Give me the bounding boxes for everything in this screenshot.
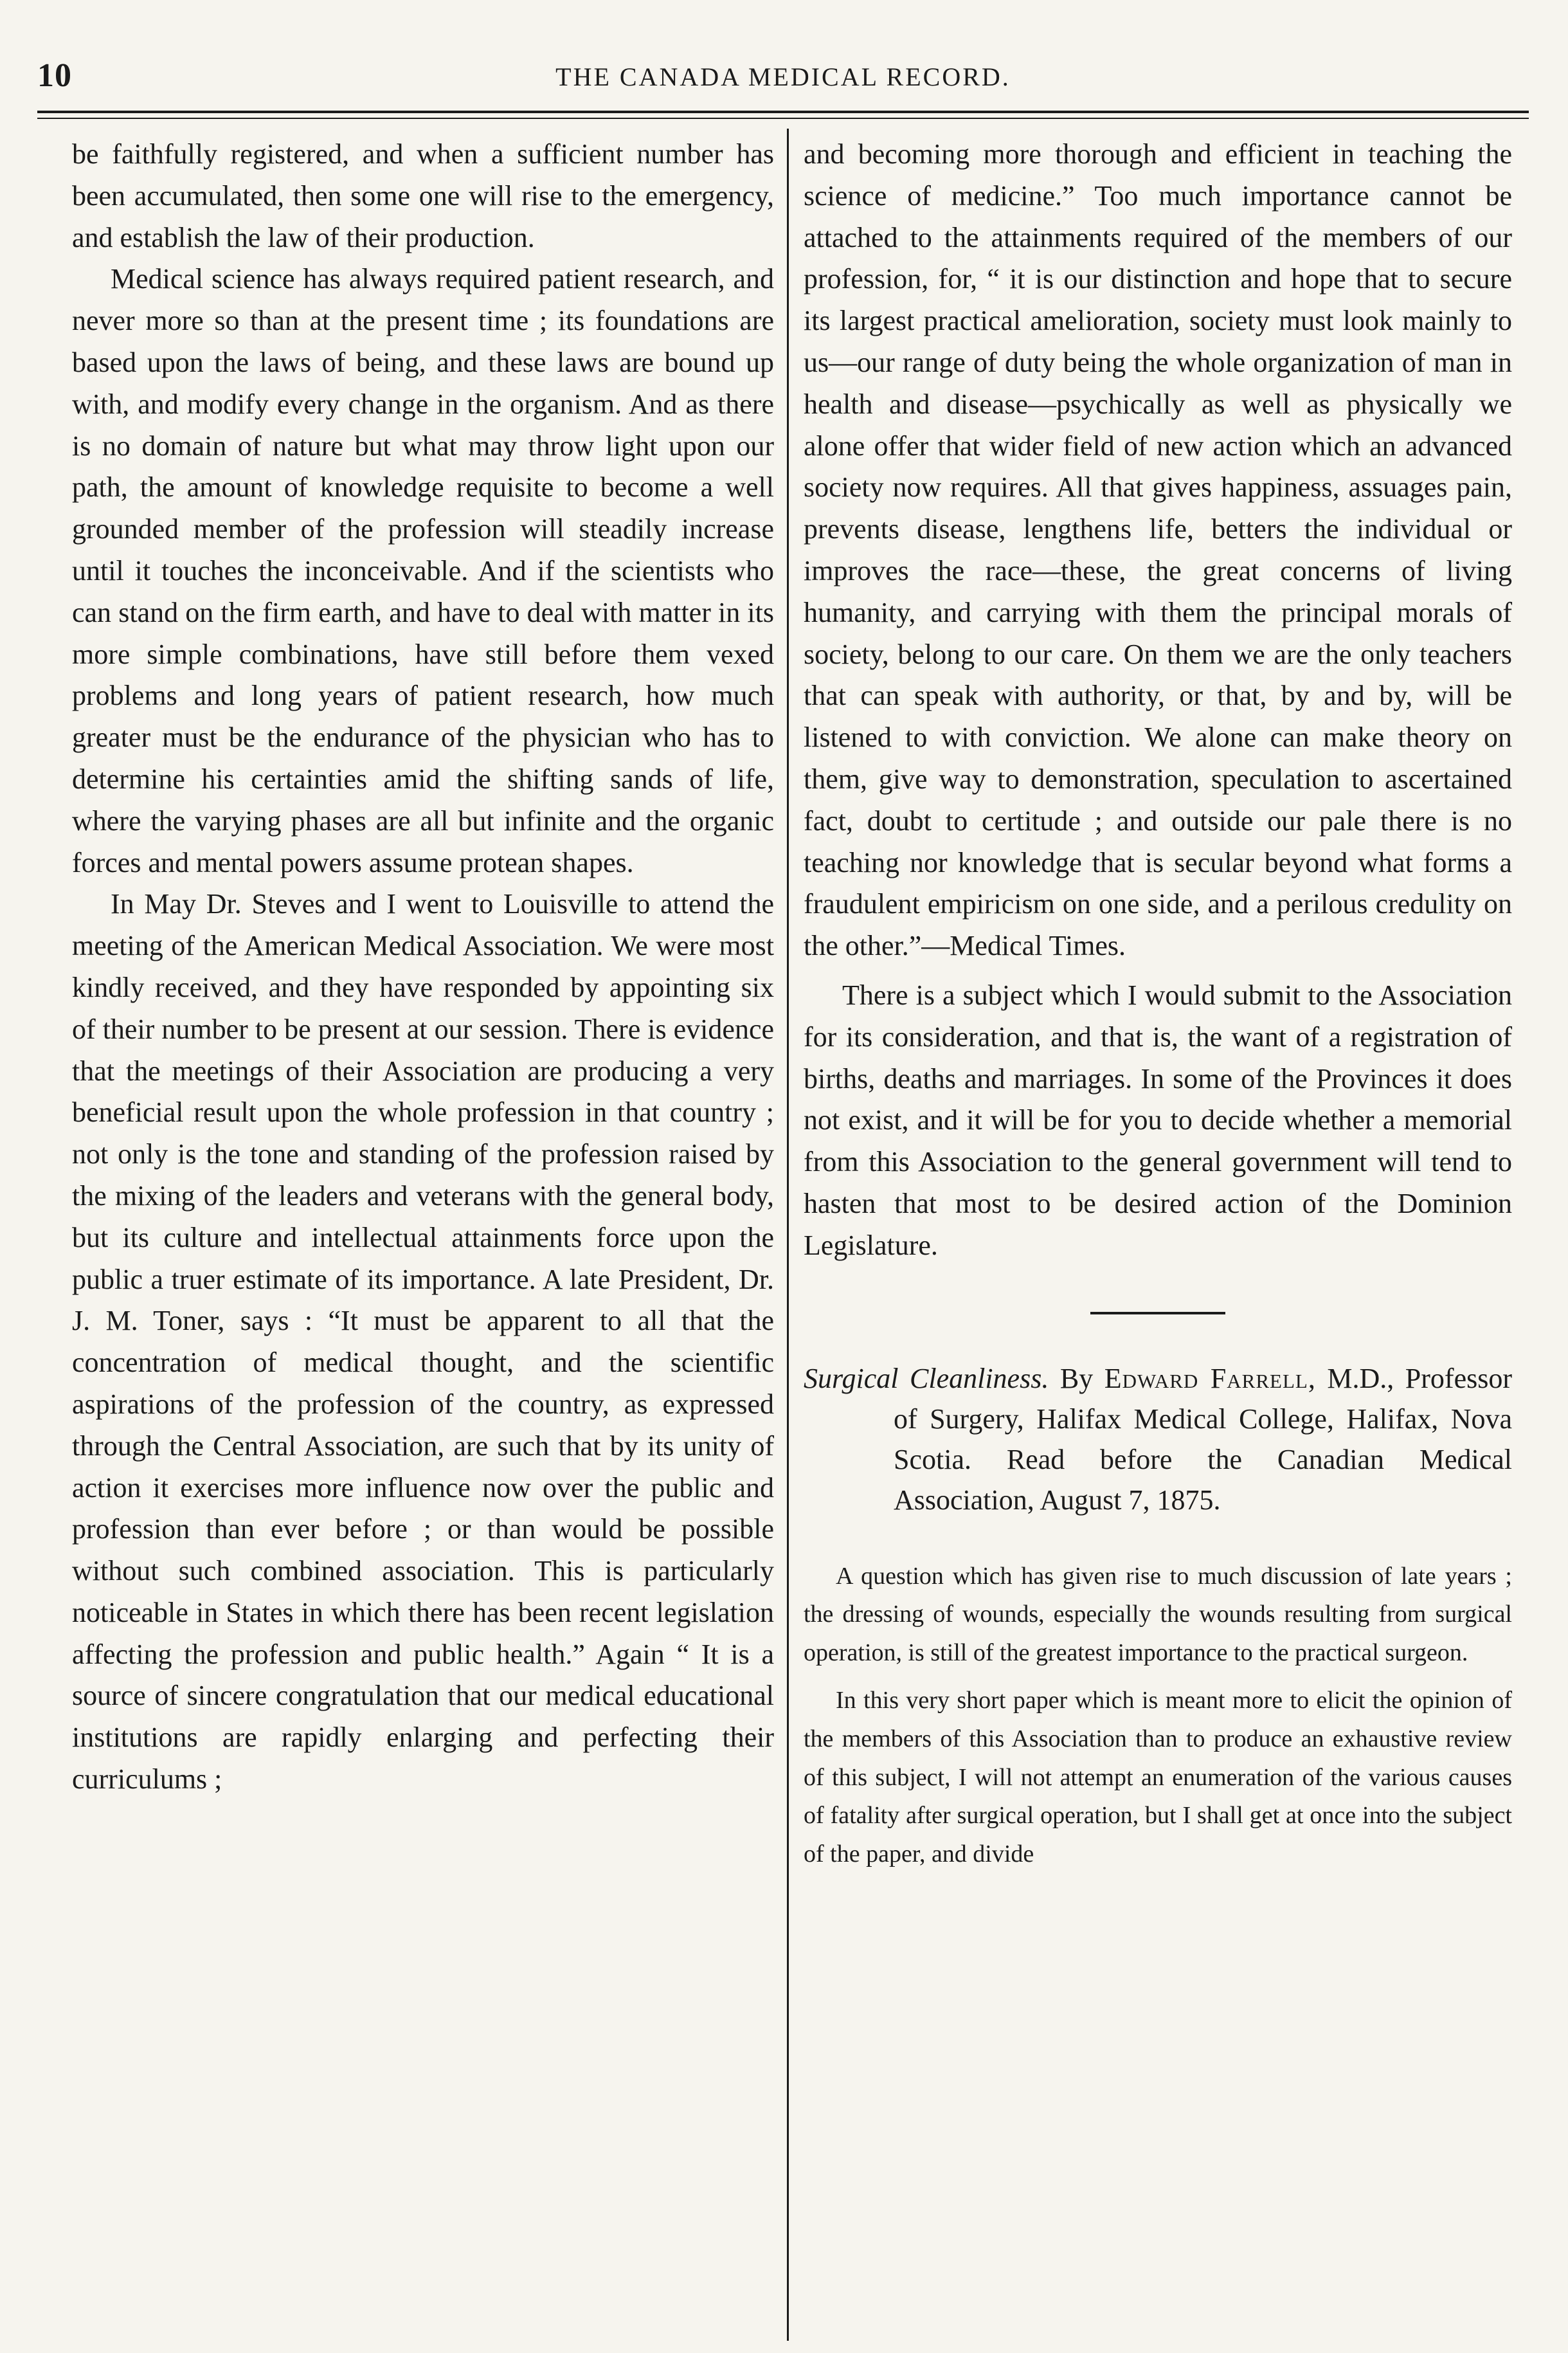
- page-number: 10: [37, 57, 72, 94]
- right-column: [804, 134, 1512, 1874]
- paragraph: Medical science has always required patient research, and never more so than at the present time ; its foundations are based upon the laws of being, and these laws are bound up with, and modify every change in the organism. And as there is no domain of nature but what may throw light upon our path, the amount of knowledge requisite to become a well grounded member of the profession will steadily increase until it touches the inconceivable. And if the scientists who can stand on the firm earth, and have to deal with matter in its more simple combinations, have still before them vexed problems and long years of patient research, how much greater must be the endurance of the physician who has to determine his certainties amid the shifting sands of life, where the varying phases are all but infinite and the organic forces and mental powers assume protean shapes.: [72, 263, 774, 878]
- paragraph: In May Dr. Steves and I went to Louisville to attend the meeting of the American Medical Association. We were most kindly received, and they have responded by appointing six of their number to be present at our session. There is evidence that the meetings of their Association are producing a very beneficial result upon the whole profession in that country ; not only is the tone and standing of the profession raised by the mixing of the leaders and veterans with the general body, but its culture and intellectual attainments force upon the public a truer estimate of its importance. A late President, Dr. J. M. Toner, says : “It must be apparent to all that the concentration of medical thought, and the scientific aspirations of the profession of the country, as expressed through the Central Association, are such that by its unity of action it exercises more influence now over the public and profession than ever before ; or than would be possible without such combined association. This is particularly noticeable in States in which there has been recent legislation affecting the profession and public health.” Again “ It is a source of sincere congratulation that our medical educational institutions are rapidly enlarging and perfecting their curriculums ;: [72, 888, 774, 1795]
- paragraph: be faithfully registered, and when a sufficient number has been accumulated, then some one will rise to the emergency, and establish the law of their production.: [72, 138, 774, 253]
- paragraph: and becoming more thorough and efficient in teaching the science of medicine.” Too much importance cannot be attached to the attainments required of the members of our profession, for, “ it is our distinction and hope that to secure its largest practical amelioration, society must look mainly to us—our range of duty being the whole organization of man in health and disease—psychically as well as physically we alone offer that wider field of new action which an advanced society now requires. All that gives happiness, assuages pain, prevents disease, lengthens life, betters the individual or improves the race—these, the great concerns of living humanity, and carrying with them the principal morals of society, belong to our care. On them we are the only teachers that can speak with authority, or that, by and by, will be listened to with conviction. We alone can make theory on them, give way to demonstration, speculation to ascertained fact, doubt to certitude ; and outside our pale there is no teaching nor knowledge that is secular beyond what forms a fraudulent empiricism on one side, and a perilous credulity on the other.”—Medical Times.: [804, 138, 1512, 962]
- paragraph: A question which has given rise to much discussion of late years ; the dressing of wounds, especially the wounds resulting from surgical operation, is still of the greatest importance to the practical surgeon.: [804, 1562, 1512, 1667]
- article-title-italic: Surgical Cleanliness.: [804, 1362, 1049, 1394]
- page-header: [37, 57, 1529, 102]
- article-details: M.D., Professor of Surgery, Halifax Medical College, Halifax, Nova Scotia. Read before the Canadian Medical Association, August 7, 1875.: [894, 1362, 1513, 1516]
- column-divider: [787, 129, 789, 2341]
- header-rule-thin: [37, 118, 1529, 119]
- header-rule: [37, 111, 1529, 113]
- article-author: Edward Farrell,: [1104, 1362, 1316, 1394]
- paragraph: In this very short paper which is meant more to elicit the opinion of the members of this Association than to produce an exhaustive review of this subject, I will not attempt an enumeration of the various causes of fatality after surgical operation, but I shall get at once into the subject of the paper, and divide: [804, 1686, 1512, 1868]
- article-title: [804, 1358, 1512, 1520]
- article-body: [804, 1558, 1512, 1874]
- article-by: By: [1059, 1362, 1094, 1394]
- paragraph: There is a subject which I would submit to the Association for its consideration, and that is, the want of a registration of births, deaths and marriages. In some of the Provinces it does not exist, and it will be for you to decide whether a memorial from this Association to the general government will tend to hasten that most to be desired action of the Dominion Legislature.: [804, 979, 1512, 1261]
- running-head: THE CANADA MEDICAL RECORD.: [555, 62, 1011, 91]
- section-rule: [1090, 1312, 1225, 1314]
- left-column: [72, 134, 774, 1801]
